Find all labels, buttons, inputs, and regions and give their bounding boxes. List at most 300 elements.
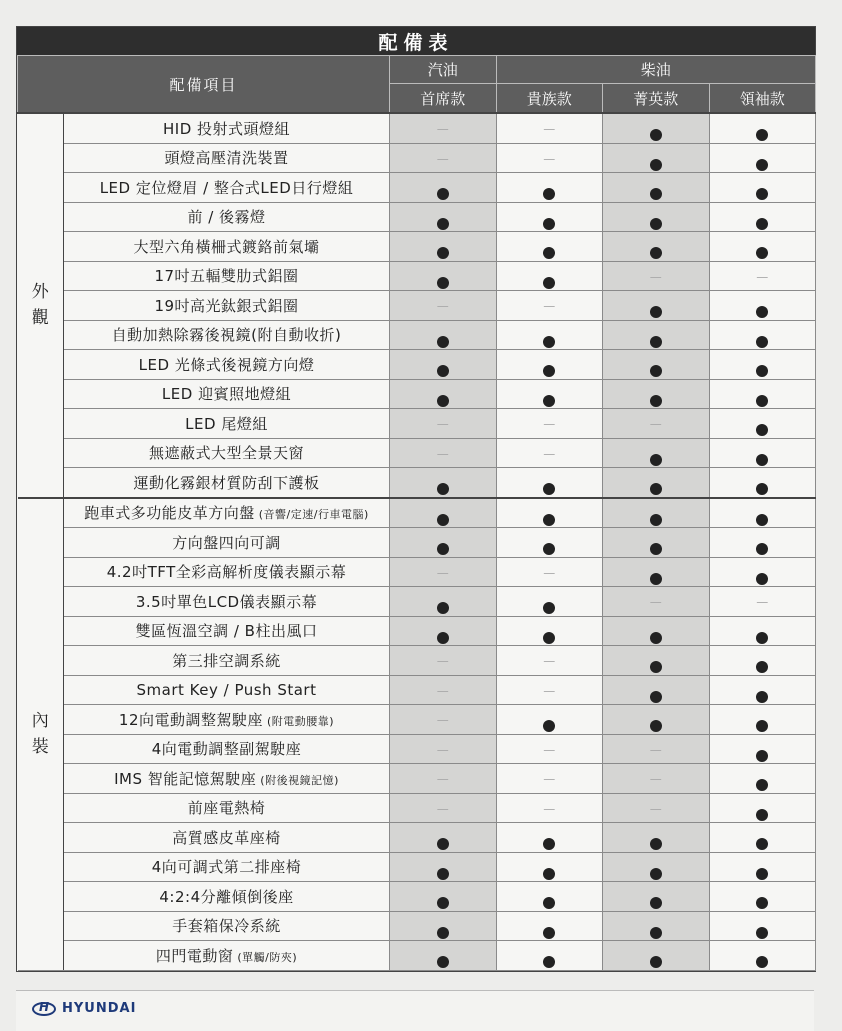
standard-dot-icon <box>543 247 555 259</box>
feature-name: 4:2:4分離傾倒後座 <box>159 887 294 906</box>
availability-cell <box>709 823 816 853</box>
standard-dot-icon <box>437 336 449 348</box>
feature-name-cell <box>64 911 390 941</box>
feature-name-cell <box>64 528 390 558</box>
table-row <box>18 587 816 617</box>
standard-dot-icon <box>437 602 449 614</box>
not-available-dash-icon: — <box>436 417 449 432</box>
table-row <box>18 468 816 498</box>
table-row <box>18 882 816 912</box>
standard-dot-icon <box>650 395 662 407</box>
feature-name: 手套箱保冷系統 <box>172 917 281 936</box>
availability-cell <box>709 350 816 380</box>
not-available-dash-icon: — <box>543 801 556 816</box>
standard-dot-icon <box>650 661 662 673</box>
availability-cell <box>390 173 497 203</box>
standard-dot-icon <box>650 514 662 526</box>
availability-cell <box>603 882 710 912</box>
availability-cell <box>496 291 603 321</box>
availability-cell <box>496 261 603 291</box>
standard-dot-icon <box>756 247 768 259</box>
not-available-dash-icon: — <box>649 742 662 757</box>
availability-cell <box>496 941 603 971</box>
feature-name: 運動化霧銀材質防刮下護板 <box>133 473 320 492</box>
standard-dot-icon <box>437 483 449 495</box>
feature-name-cell <box>64 498 390 528</box>
not-available-dash-icon: — <box>543 151 556 166</box>
feature-name: 前 / 後霧燈 <box>187 208 266 227</box>
item-column-header: 配備項目 <box>18 56 390 114</box>
availability-cell <box>390 587 497 617</box>
availability-cell <box>390 320 497 350</box>
brand-logo <box>32 1001 136 1016</box>
availability-cell <box>496 113 603 143</box>
availability-cell <box>709 261 816 291</box>
feature-name: 4向可調式第二排座椅 <box>151 858 302 877</box>
table-row <box>18 793 816 823</box>
table-row <box>18 291 816 321</box>
table-row <box>18 528 816 558</box>
standard-dot-icon <box>437 868 449 880</box>
table-row <box>18 113 816 143</box>
standard-dot-icon <box>756 779 768 791</box>
feature-name-cell <box>64 202 390 232</box>
standard-dot-icon <box>756 188 768 200</box>
feature-name: 跑車式多功能皮革方向盤 <box>84 504 255 523</box>
table-row <box>18 557 816 587</box>
standard-dot-icon <box>543 483 555 495</box>
standard-dot-icon <box>650 573 662 585</box>
standard-dot-icon <box>437 247 449 259</box>
standard-dot-icon <box>437 897 449 909</box>
availability-cell <box>390 409 497 439</box>
trim-header: 領袖款 <box>709 84 816 113</box>
feature-name-cell <box>64 941 390 971</box>
trim-header: 菁英款 <box>603 84 710 113</box>
feature-name-cell <box>64 587 390 617</box>
standard-dot-icon <box>543 838 555 850</box>
not-available-dash-icon: — <box>649 417 662 432</box>
standard-dot-icon <box>650 483 662 495</box>
availability-cell <box>603 173 710 203</box>
standard-dot-icon <box>543 602 555 614</box>
standard-dot-icon <box>756 424 768 436</box>
equipment-table <box>17 55 816 971</box>
standard-dot-icon <box>543 188 555 200</box>
standard-dot-icon <box>543 336 555 348</box>
feature-name-cell <box>64 173 390 203</box>
feature-name-cell <box>64 232 390 262</box>
availability-cell <box>709 320 816 350</box>
table-row <box>18 705 816 735</box>
not-available-dash-icon: — <box>436 683 449 698</box>
feature-name-cell <box>64 675 390 705</box>
feature-name-cell <box>64 793 390 823</box>
availability-cell <box>709 409 816 439</box>
availability-cell <box>709 705 816 735</box>
availability-cell <box>390 468 497 498</box>
standard-dot-icon <box>543 218 555 230</box>
table-row <box>18 498 816 528</box>
feature-name: 自動加熱除霧後視鏡(附自動收折) <box>111 326 342 345</box>
availability-cell <box>603 202 710 232</box>
feature-name: IMS 智能記憶駕駛座 <box>114 769 257 788</box>
feature-note: (附電動腰靠) <box>267 714 335 728</box>
availability-cell <box>496 557 603 587</box>
standard-dot-icon <box>650 838 662 850</box>
standard-dot-icon <box>437 543 449 555</box>
table-row <box>18 379 816 409</box>
standard-dot-icon <box>756 365 768 377</box>
feature-name: 19吋高光鈦銀式鋁圈 <box>154 296 299 315</box>
not-available-dash-icon: — <box>543 565 556 580</box>
availability-cell <box>603 468 710 498</box>
availability-cell <box>603 438 710 468</box>
feature-note: (附後視鏡記憶) <box>260 773 339 787</box>
availability-cell <box>390 379 497 409</box>
standard-dot-icon <box>756 395 768 407</box>
availability-cell <box>496 143 603 173</box>
trim-header: 貴族款 <box>496 84 603 113</box>
feature-name: 無遮蔽式大型全景天窗 <box>149 444 305 463</box>
availability-cell <box>603 675 710 705</box>
feature-name: Smart Key / Push Start <box>136 680 317 699</box>
standard-dot-icon <box>756 927 768 939</box>
not-available-dash-icon: — <box>543 446 556 461</box>
feature-name: 12向電動調整駕駛座 <box>118 710 263 729</box>
feature-name: 四門電動窗 <box>155 946 234 965</box>
standard-dot-icon <box>543 277 555 289</box>
standard-dot-icon <box>543 897 555 909</box>
availability-cell <box>603 350 710 380</box>
standard-dot-icon <box>650 159 662 171</box>
standard-dot-icon <box>650 720 662 732</box>
standard-dot-icon <box>543 514 555 526</box>
not-available-dash-icon: — <box>649 801 662 816</box>
standard-dot-icon <box>650 247 662 259</box>
standard-dot-icon <box>756 750 768 762</box>
availability-cell <box>709 911 816 941</box>
feature-name: HID 投射式頭燈組 <box>162 119 291 138</box>
standard-dot-icon <box>543 395 555 407</box>
availability-cell <box>496 823 603 853</box>
availability-cell <box>496 468 603 498</box>
availability-cell <box>603 379 710 409</box>
table-row <box>18 320 816 350</box>
availability-cell <box>390 261 497 291</box>
availability-cell <box>603 143 710 173</box>
feature-name-cell <box>64 557 390 587</box>
not-available-dash-icon: — <box>436 801 449 816</box>
availability-cell <box>709 557 816 587</box>
availability-cell <box>496 616 603 646</box>
availability-cell <box>709 941 816 971</box>
availability-cell <box>603 705 710 735</box>
not-available-dash-icon: — <box>543 654 556 669</box>
not-available-dash-icon: — <box>543 683 556 698</box>
availability-cell <box>390 882 497 912</box>
feature-name-cell <box>64 646 390 676</box>
availability-cell <box>390 113 497 143</box>
availability-cell <box>390 232 497 262</box>
standard-dot-icon <box>543 543 555 555</box>
feature-name-cell <box>64 764 390 794</box>
table-row <box>18 173 816 203</box>
standard-dot-icon <box>650 956 662 968</box>
standard-dot-icon <box>650 868 662 880</box>
feature-name: LED 定位燈眉 / 整合式LED日行燈組 <box>99 178 354 197</box>
availability-cell <box>603 528 710 558</box>
table-row <box>18 734 816 764</box>
standard-dot-icon <box>756 809 768 821</box>
table-row <box>18 852 816 882</box>
feature-note: (音響/定速/行車電腦) <box>258 508 369 522</box>
feature-name-cell <box>64 734 390 764</box>
availability-cell <box>603 232 710 262</box>
standard-dot-icon <box>650 927 662 939</box>
standard-dot-icon <box>756 306 768 318</box>
availability-cell <box>390 764 497 794</box>
feature-name-cell <box>64 616 390 646</box>
standard-dot-icon <box>437 218 449 230</box>
availability-cell <box>709 173 816 203</box>
standard-dot-icon <box>650 543 662 555</box>
table-row <box>18 409 816 439</box>
standard-dot-icon <box>650 897 662 909</box>
availability-cell <box>603 941 710 971</box>
availability-cell <box>390 291 497 321</box>
standard-dot-icon <box>650 336 662 348</box>
availability-cell <box>496 646 603 676</box>
availability-cell <box>390 823 497 853</box>
availability-cell <box>390 498 497 528</box>
feature-name-cell <box>64 438 390 468</box>
availability-cell <box>390 616 497 646</box>
standard-dot-icon <box>437 514 449 526</box>
availability-cell <box>709 202 816 232</box>
availability-cell <box>603 646 710 676</box>
availability-cell <box>390 675 497 705</box>
availability-cell <box>709 734 816 764</box>
table-row <box>18 202 816 232</box>
standard-dot-icon <box>437 395 449 407</box>
standard-dot-icon <box>437 838 449 850</box>
trim-header: 首席款 <box>390 84 497 113</box>
standard-dot-icon <box>437 188 449 200</box>
feature-name: LED 尾燈組 <box>185 414 268 433</box>
availability-cell <box>390 350 497 380</box>
availability-cell <box>709 764 816 794</box>
feature-name-cell <box>64 113 390 143</box>
standard-dot-icon <box>437 365 449 377</box>
not-available-dash-icon: — <box>436 742 449 757</box>
standard-dot-icon <box>437 632 449 644</box>
brand-name: HYUNDAI <box>62 1001 137 1016</box>
availability-cell <box>603 911 710 941</box>
standard-dot-icon <box>543 632 555 644</box>
availability-cell <box>390 734 497 764</box>
table-row <box>18 911 816 941</box>
availability-cell <box>390 852 497 882</box>
availability-cell <box>496 764 603 794</box>
availability-cell <box>709 528 816 558</box>
feature-name: 大型六角橫柵式鍍鉻前氣壩 <box>133 237 320 256</box>
standard-dot-icon <box>543 720 555 732</box>
availability-cell <box>390 941 497 971</box>
not-available-dash-icon: — <box>436 772 449 787</box>
not-available-dash-icon: — <box>436 299 449 314</box>
feature-name: 3.5吋單色LCD儀表顯示幕 <box>135 592 318 611</box>
availability-cell <box>709 438 816 468</box>
standard-dot-icon <box>543 927 555 939</box>
hyundai-logo-icon <box>32 1002 56 1016</box>
standard-dot-icon <box>756 514 768 526</box>
feature-name: 雙區恆溫空調 / B柱出風口 <box>135 622 318 641</box>
not-available-dash-icon: — <box>436 446 449 461</box>
not-available-dash-icon: — <box>436 713 449 728</box>
standard-dot-icon <box>756 691 768 703</box>
availability-cell <box>603 793 710 823</box>
availability-cell <box>390 911 497 941</box>
availability-cell <box>603 764 710 794</box>
standard-dot-icon <box>756 956 768 968</box>
feature-name-cell <box>64 320 390 350</box>
standard-dot-icon <box>756 159 768 171</box>
table-body <box>18 113 816 970</box>
availability-cell <box>496 498 603 528</box>
availability-cell <box>709 113 816 143</box>
feature-name: 17吋五輻雙肋式鋁圈 <box>154 267 299 286</box>
standard-dot-icon <box>756 129 768 141</box>
standard-dot-icon <box>543 956 555 968</box>
fuel-group-gasoline: 汽油 <box>390 56 497 84</box>
table-row <box>18 232 816 262</box>
section-label: 外 觀 <box>18 113 64 498</box>
availability-cell <box>603 616 710 646</box>
page-footer <box>16 990 814 1031</box>
table-row <box>18 646 816 676</box>
availability-cell <box>603 113 710 143</box>
standard-dot-icon <box>437 956 449 968</box>
fuel-group-diesel: 柴油 <box>496 56 816 84</box>
standard-dot-icon <box>650 188 662 200</box>
not-available-dash-icon: — <box>756 269 769 284</box>
feature-name-cell <box>64 379 390 409</box>
feature-name-cell <box>64 350 390 380</box>
availability-cell <box>709 587 816 617</box>
availability-cell <box>390 202 497 232</box>
feature-name: LED 迎賓照地燈組 <box>161 385 292 404</box>
standard-dot-icon <box>756 868 768 880</box>
page-title: 配備表 <box>17 27 815 55</box>
table-row <box>18 438 816 468</box>
feature-name: 4向電動調整副駕駛座 <box>151 740 302 759</box>
table-row <box>18 941 816 971</box>
table-row <box>18 350 816 380</box>
standard-dot-icon <box>650 218 662 230</box>
feature-name-cell <box>64 823 390 853</box>
standard-dot-icon <box>756 543 768 555</box>
not-available-dash-icon: — <box>756 595 769 610</box>
availability-cell <box>603 291 710 321</box>
feature-name-cell <box>64 291 390 321</box>
standard-dot-icon <box>650 365 662 377</box>
feature-name-cell <box>64 143 390 173</box>
table-row <box>18 261 816 291</box>
availability-cell <box>709 232 816 262</box>
feature-name: 方向盤四向可調 <box>172 533 281 552</box>
availability-cell <box>496 793 603 823</box>
availability-cell <box>603 557 710 587</box>
feature-name: 頭燈高壓清洗裝置 <box>164 149 289 168</box>
availability-cell <box>496 734 603 764</box>
standard-dot-icon <box>543 365 555 377</box>
table-row <box>18 143 816 173</box>
not-available-dash-icon: — <box>543 742 556 757</box>
availability-cell <box>390 528 497 558</box>
availability-cell <box>709 793 816 823</box>
availability-cell <box>709 646 816 676</box>
feature-name: 第三排空調系統 <box>172 651 281 670</box>
feature-name-cell <box>64 705 390 735</box>
availability-cell <box>496 232 603 262</box>
availability-cell <box>496 379 603 409</box>
not-available-dash-icon: — <box>543 299 556 314</box>
feature-name: 前座電熱椅 <box>187 799 266 818</box>
availability-cell <box>496 587 603 617</box>
availability-cell <box>496 882 603 912</box>
standard-dot-icon <box>756 218 768 230</box>
availability-cell <box>390 143 497 173</box>
standard-dot-icon <box>437 927 449 939</box>
standard-dot-icon <box>756 897 768 909</box>
feature-note: (單觸/防夾) <box>237 950 298 964</box>
feature-name-cell <box>64 261 390 291</box>
not-available-dash-icon: — <box>436 565 449 580</box>
availability-cell <box>390 646 497 676</box>
availability-cell <box>603 409 710 439</box>
not-available-dash-icon: — <box>543 122 556 137</box>
standard-dot-icon <box>756 720 768 732</box>
availability-cell <box>603 823 710 853</box>
availability-cell <box>496 202 603 232</box>
feature-name: LED 光條式後視鏡方向燈 <box>138 355 315 374</box>
availability-cell <box>603 734 710 764</box>
availability-cell <box>709 616 816 646</box>
availability-cell <box>496 911 603 941</box>
availability-cell <box>496 675 603 705</box>
standard-dot-icon <box>650 306 662 318</box>
table-row <box>18 764 816 794</box>
availability-cell <box>496 320 603 350</box>
standard-dot-icon <box>756 838 768 850</box>
availability-cell <box>709 379 816 409</box>
availability-cell <box>709 852 816 882</box>
availability-cell <box>709 291 816 321</box>
table-row <box>18 823 816 853</box>
feature-name: 高質感皮革座椅 <box>172 828 281 847</box>
availability-cell <box>390 557 497 587</box>
table-row <box>18 675 816 705</box>
not-available-dash-icon: — <box>543 772 556 787</box>
availability-cell <box>496 350 603 380</box>
standard-dot-icon <box>650 129 662 141</box>
availability-cell <box>496 409 603 439</box>
availability-cell <box>603 498 710 528</box>
not-available-dash-icon: — <box>649 772 662 787</box>
feature-name-cell <box>64 882 390 912</box>
not-available-dash-icon: — <box>649 595 662 610</box>
